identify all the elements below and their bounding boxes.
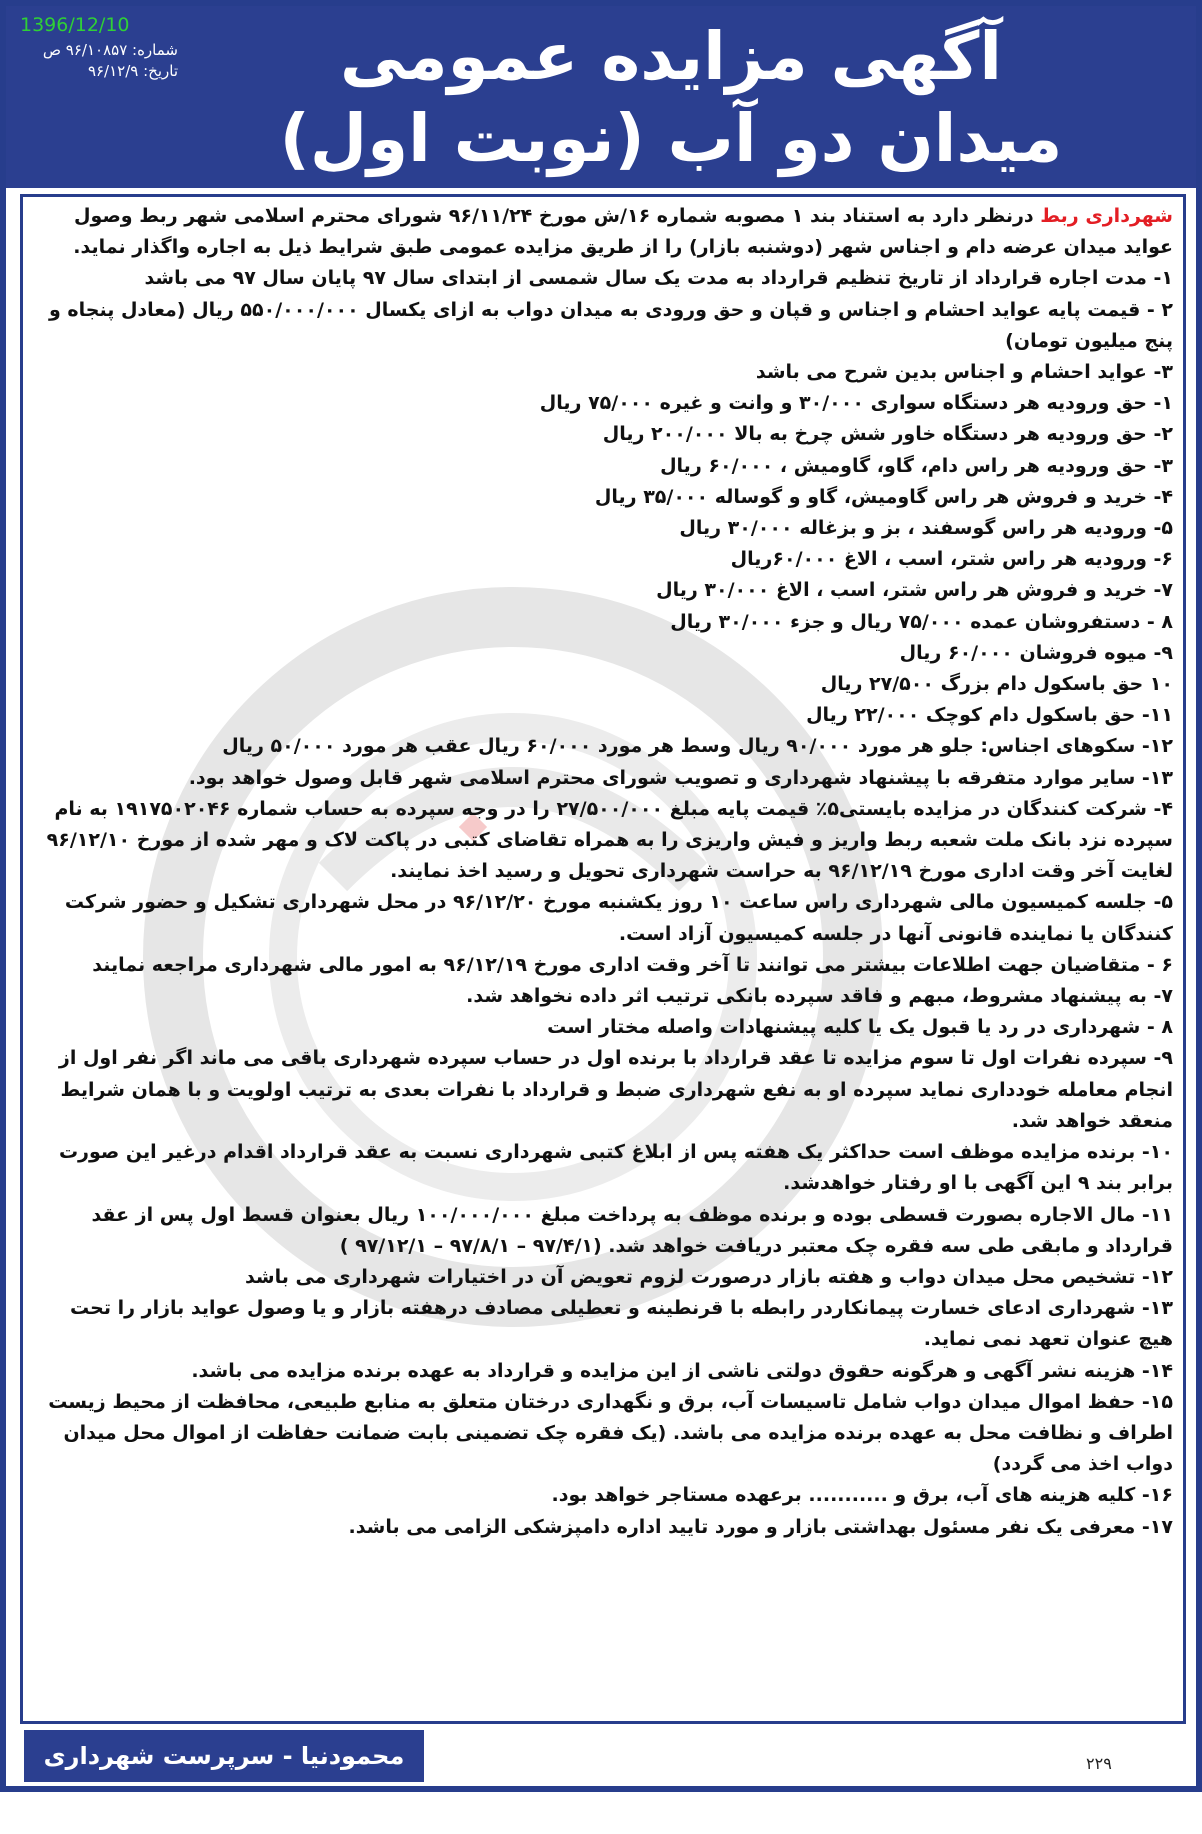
clause-item: ۷- به پیشنهاد مشروط، مبهم و فاقد سپرده بانکی ترتیب اثر داده نخواهد شد.: [466, 985, 1173, 1008]
reference-date: تاریخ: ۹۶/۱۲/۹: [87, 62, 178, 80]
clause-item: ۱۱- مال الاجاره بصورت قسطی بوده و برنده موظف به پرداخت مبلغ ۱۰۰/۰۰۰/۰۰۰ ریال بعنوان قسط اول پس از عقد قرارداد و مابقی طی سه فقره چک معتبر دریافت خواهد شد. (۹۷/۴/۱ – ۹۷/۸/۱ – ۹۷/۱۲/۱ ): [91, 1203, 1173, 1257]
fee-item: ۱- حق ورودیه هر دستگاه سواری ۳۰/۰۰۰ و وانت و غیره ۷۵/۰۰۰ ریال: [539, 392, 1173, 415]
clause-item: ۶ - متقاضیان جهت اطلاعات بیشتر می توانند تا آخر وقت اداری مورخ ۹۶/۱۲/۱۹ به امور مالی شهرداری مراجعه نمایند: [92, 953, 1173, 976]
clause-item: ۱- مدت اجاره قرارداد از تاریخ تنظیم قرارداد به مدت یک سال شمسی از ابتدای سال ۹۷ پایان سال ۹۷ می باشد: [144, 267, 1173, 290]
fee-item: ۳- حق ورودیه هر راس دام، گاو، گاومیش ، ۶۰/۰۰۰ ریال: [660, 454, 1173, 477]
clause-item: ۲ - قیمت پایه عواید احشام و اجناس و قپان و حق ورودی به میدان دواب به ازای یکسال ۵۵۰/۰۰۰/۰۰۰ ریال (معادل پنجاه و پنج میلیون تومان): [48, 298, 1173, 352]
fee-item: ۴- خرید و فروش هر راس گاومیش، گاو و گوساله ۳۵/۰۰۰ ریال: [594, 485, 1173, 508]
clause-item: ۳- عواید احشام و اجناس بدین شرح می باشد: [755, 361, 1173, 384]
reference-info: [18, 40, 178, 82]
fee-item: ۹- میوه فروشان ۶۰/۰۰۰ ریال: [899, 641, 1173, 664]
notice-body: [20, 194, 1186, 1724]
clause-item: ۱۴- هزینه نشر آگهی و هرگونه حقوق دولتی ناشی از این مزایده و قرارداد به عهده برنده مزایده می باشد.: [191, 1359, 1173, 1382]
clause-item: ۱۰- برنده مزایده موظف است حداکثر یک هفته پس از ابلاغ کتبی شهرداری نسبت به عقد قرارداد اقدام درغیر این صورت برابر بند ۹ این آگهی با او رفتار خواهدشد.: [58, 1141, 1173, 1195]
intro-paragraph: [33, 201, 1173, 263]
fee-item: ۱۰ حق باسکول دام بزرگ ۲۷/۵۰۰ ریال: [820, 673, 1173, 696]
date-stamp: 1396/12/10: [20, 14, 130, 36]
organization-name: شهرداری ربط: [1040, 205, 1173, 227]
clause-item: ۱۲- تشخیص محل میدان دواب و هفته بازار درصورت لزوم تعویض آن در اختیارات شهرداری می باشد: [244, 1265, 1173, 1288]
fee-item: ۲- حق ورودیه هر دستگاه خاور شش چرخ به بالا ۲۰۰/۰۰۰ ریال: [602, 423, 1173, 446]
clause-item: ۵- جلسه کمیسیون مالی شهرداری راس ساعت ۱۰ روز یکشنبه مورخ ۹۶/۱۲/۲۰ در محل شهرداری تشکیل و حضور شرکت کنندگان یا نماینده قانونی آنها در جلسه کمیسیون آزاد است.: [64, 891, 1173, 945]
fee-item: ۷- خرید و فروش هر راس شتر، اسب ، الاغ ۳۰/۰۰۰ ریال: [656, 579, 1173, 602]
clause-item: ۹- سپرده نفرات اول تا سوم مزایده تا عقد قرارداد با برنده اول در حساب سپرده شهرداری باقی می ماند اگر نفر اول از انجام معامله خودداری نماید سپرده او به نفع شهرداری ضبط و قرارداد با نفرات بعدی به ترتیب اولویت و با همان شرایط منعقد خواهد شد.: [58, 1047, 1173, 1132]
fee-item: ۸ - دستفروشان عمده ۷۵/۰۰۰ ریال و جزء ۳۰/۰۰۰ ریال: [670, 610, 1173, 633]
fee-item: ۵- ورودیه هر راس گوسفند ، بز و بزغاله ۳۰/۰۰۰ ریال: [679, 517, 1173, 540]
clause-item: ۸ - شهرداری در رد یا قبول یک یا کلیه پیشنهادات واصله مختار است: [547, 1016, 1173, 1039]
clause-item: ۱۶- کلیه هزینه های آب، برق و ........... برعهده مستاجر خواهد بود.: [551, 1484, 1173, 1507]
intro-text: درنظر دارد به استناد بند ۱ مصوبه شماره ۱۶/ش مورخ ۹۶/۱۱/۲۴ شورای محترم اسلامی شهر ربط وصول عواید میدان عرضه دام و اجناس شهر (دوشنبه بازار) را از طریق مزایده عمومی طبق شرایط ذیل به اجاره واگذار نماید.: [73, 205, 1173, 259]
fee-item: ۱۲- سکوهای اجناس: جلو هر مورد ۹۰/۰۰۰ ریال وسط هر مورد ۶۰/۰۰۰ ریال عقب هر مورد ۵۰/۰۰۰ ریال: [222, 735, 1173, 758]
notice-text: [23, 197, 1183, 1543]
clause-item: ۴- شرکت کنندگان در مزایده بایستی۵٪ قیمت پایه مبلغ ۲۷/۵۰۰/۰۰۰ را در وجه سپرده به حساب شماره ۱۹۱۷۵۰۲۰۴۶ به نام سپرده نزد بانک ملت شعبه ربط واریز و فیش واریزی را به همراه تقاضای کتبی در پاکت لاک و مهر شده از مورخ ۹۶/۱۲/۱۰ لغایت آخر وقت اداری مورخ ۹۶/۱۲/۱۹ به حراست شهرداری تحویل و رسید اخذ نمایند.: [46, 797, 1173, 883]
page-subtitle: میدان دو آب (نوبت اول): [279, 100, 1063, 177]
signature-box: محمودنیا - سرپرست شهرداری ربط: [24, 1730, 424, 1782]
page-number: ۲۲۹: [1086, 1754, 1112, 1773]
fee-item: ۱۱- حق باسکول دام کوچک ۲۲/۰۰۰ ریال: [806, 704, 1173, 727]
reference-number: شماره: ۹۶/۱۰۸۵۷ ص: [42, 41, 178, 59]
header-banner: [6, 6, 1196, 188]
fee-item: ۱۳- سایر موارد متفرقه با پیشنهاد شهرداری و تصویب شورای محترم اسلامی شهر قابل وصول خواهد بود.: [188, 766, 1173, 789]
clause-item: ۱۷- معرفی یک نفر مسئول بهداشتی بازار و مورد تایید اداره دامپزشکی الزامی می باشد.: [348, 1515, 1173, 1538]
clause-item: ۱۵- حفظ اموال میدان دواب شامل تاسیسات آب، برق و نگهداری درختان متعلق به منابع طبیعی، محافظت از محیط زیست اطراف و نظافت محل به عهده برنده مزایده می باشد. (یک فقره چک تضمینی بابت ضمانت حفاظت از اموال محل میدان دواب اخذ می گردد): [48, 1390, 1173, 1476]
page-title: آگهی مزایده عمومی: [339, 18, 1003, 95]
clause-item: ۱۳- شهرداری ادعای خسارت پیمانکاردر رابطه با قرنطینه و تعطیلی مصادف درهفته بازار و یا وصول عواید بازار را تحت هیچ عنوان تعهد نمی نماید.: [70, 1297, 1173, 1351]
fee-item: ۶- ورودیه هر راس شتر، اسب ، الاغ ۶۰/۰۰۰ریال: [730, 548, 1173, 571]
